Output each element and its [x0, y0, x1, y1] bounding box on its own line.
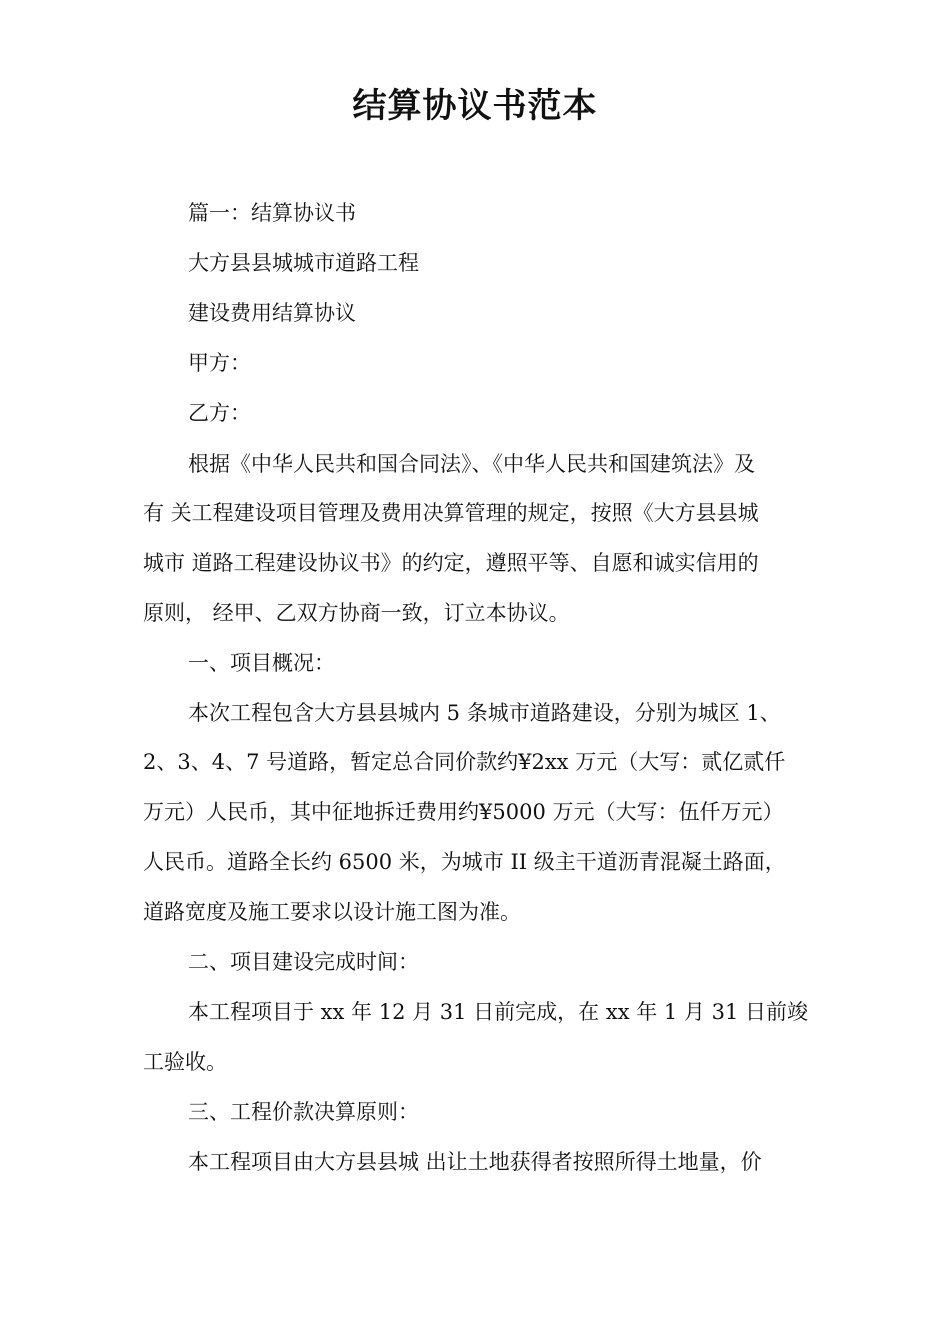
paragraph-line: 原则， 经甲、乙双方协商一致，订立本协议。 — [143, 601, 570, 625]
paragraph-line: 本工程项目于 xx 年 12 月 31 日前完成，在 xx 年 1 月 31 日前竣 — [188, 1000, 809, 1024]
section-heading-part-one: 篇一：结算协议书 — [188, 201, 356, 225]
party-b-label: 乙方： — [188, 401, 251, 425]
paragraph-line: 根据《中华人民共和国合同法》、《中华人民共和国建筑法》及 — [188, 452, 755, 476]
section-heading-project-overview: 一、项目概况： — [188, 651, 335, 675]
paragraph-line: 道路宽度及施工要求以设计施工图为准。 — [143, 900, 521, 924]
party-a-label: 甲方： — [188, 351, 251, 375]
document-title: 结算协议书范本 — [352, 86, 598, 126]
section-heading-completion-time: 二、项目建设完成时间： — [188, 950, 419, 974]
section-heading-settlement-principles: 三、工程价款决算原则： — [188, 1100, 419, 1124]
paragraph-line: 本工程项目由大方县县城 出让土地获得者按照所得土地量，价 — [188, 1150, 762, 1174]
agreement-name-line: 建设费用结算协议 — [188, 301, 356, 325]
paragraph-line: 万元）人民币，其中征地拆迁费用约¥5000 万元（大写：伍仟万元） — [143, 800, 784, 824]
paragraph-line: 本次工程包含大方县县城内 5 条城市道路建设，分别为城区 1、 — [188, 701, 781, 725]
paragraph-line: 工验收。 — [143, 1050, 227, 1074]
paragraph-line: 人民币。道路全长约 6500 米，为城市 II 级主干道沥青混凝土路面， — [143, 850, 786, 874]
paragraph-line: 有 关工程建设项目管理及费用决算管理的规定，按照《大方县县城 — [143, 501, 759, 525]
project-name-line: 大方县县城城市道路工程 — [188, 251, 419, 275]
paragraph-line: 2、3、4、7 号道路，暂定总合同价款约¥2xx 万元（大写：贰亿贰仟 — [143, 750, 786, 774]
paragraph-line: 城市 道路工程建设协议书》的约定，遵照平等、自愿和诚实信用的 — [143, 551, 759, 575]
